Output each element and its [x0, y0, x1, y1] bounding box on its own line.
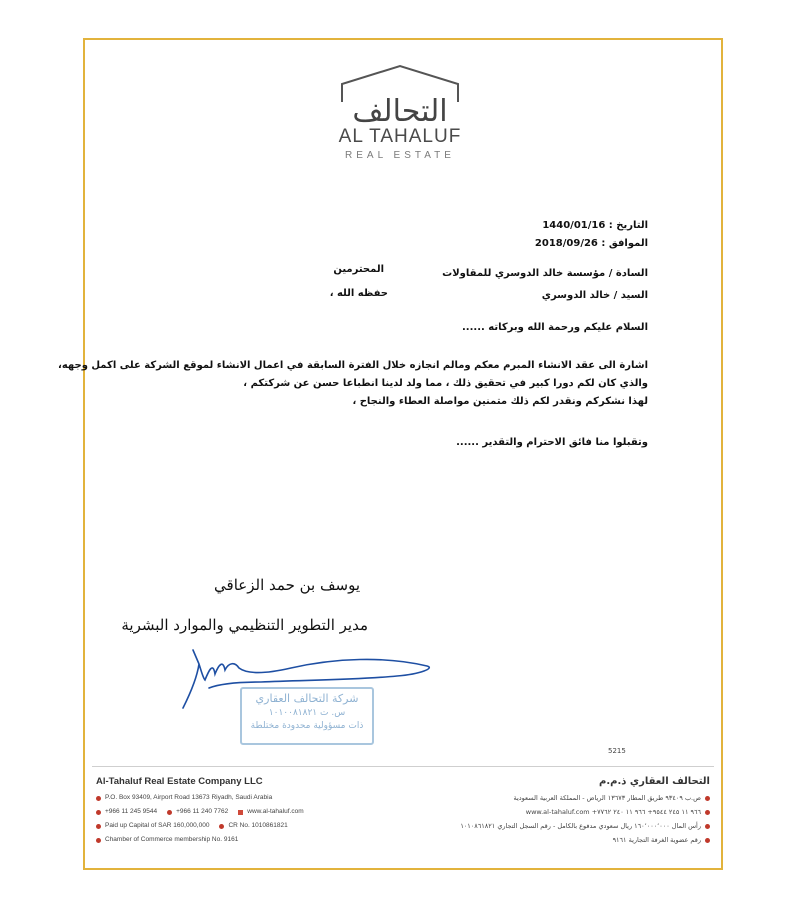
greeting: السلام عليكم ورحمة الله وبركاته ...... [462, 322, 648, 333]
bullet-icon [705, 838, 710, 843]
footer-divider [92, 766, 714, 767]
company-stamp [240, 687, 374, 745]
location-pin-icon [96, 796, 101, 801]
footer-phone: +966 11 245 9544 [105, 808, 158, 815]
footer-capital: Paid up Capital of SAR 160,000,000 [105, 822, 210, 829]
footer-capital-row [96, 819, 396, 833]
footer-address-row-ar [396, 791, 710, 805]
honorific-organization: المحترمين [333, 264, 384, 275]
footer-chamber-ar: رقم عضوية الغرفة التجارية ٩١٦١ [612, 836, 701, 844]
footer-fax: +966 11 240 7762 [176, 808, 229, 815]
logo-english-name: AL TAHALUF [338, 126, 462, 147]
footer-arabic [396, 776, 710, 847]
footer-address-ar: ص.ب ٩٣٤٠٩ طريق المطار ١٣٦٧٣ الرياض - المملكة العربية السعودية [513, 794, 701, 802]
signatory-name: يوسف بن حمد الزعاقي [214, 576, 360, 594]
logo-arabic-name: التحالف [352, 94, 448, 129]
phone-icon [705, 810, 710, 815]
honorific-person: حفظه الله ، [329, 288, 388, 299]
globe-icon [238, 810, 243, 815]
location-pin-icon [705, 796, 710, 801]
footer-chamber-row-ar [396, 833, 710, 847]
recipient-person: السيد / خالد الدوسري [541, 290, 648, 301]
signatory-title: مدير التطوير التنظيمي والموارد البشرية [121, 616, 368, 634]
bullet-icon [96, 838, 101, 843]
stamp-registration: س. ت ١٠١٠٠٨١٨٢١ [268, 708, 346, 718]
footer-capital-row-ar [396, 819, 710, 833]
date-gregorian: الموافق : 2018/09/26 [534, 238, 648, 249]
footer-website[interactable]: www.al-tahaluf.com [247, 808, 304, 815]
logo-tagline: REAL ESTATE [345, 150, 455, 161]
footer-address: P.O. Box 93409, Airport Road 13673 Riyadh, Saudi Arabia [105, 794, 273, 801]
footer-contact-row-ar [396, 805, 710, 819]
phone-icon [96, 810, 101, 815]
date-hijri: التاريخ : 1440/01/16 [542, 220, 648, 231]
footer-address-row [96, 791, 396, 805]
footer-cr-number: CR No. 1010861821 [228, 822, 288, 829]
fax-icon [167, 810, 172, 815]
closing-line: وتقبلوا منا فائق الاحترام والتقدير ...... [456, 437, 648, 448]
stamp-company-type: ذات مسؤولية محدودة مختلطة [250, 721, 364, 731]
footer-contact-row [96, 805, 396, 819]
footer-english [96, 776, 396, 847]
company-logo [330, 64, 470, 164]
footer-company-name-ar: التحالف العقاري ذ.م.م [599, 776, 710, 787]
body-paragraph-line-3: لهذا نشكركم ونقدر لكم ذلك متمنين مواصلة العطاء والنجاح ، [352, 396, 648, 407]
bullet-icon [96, 824, 101, 829]
document-code: 5215 [608, 747, 626, 755]
body-paragraph-line-1: اشارة الى عقد الانشاء المبرم معكم ومالم انجازه خلال الفترة السابقة في اعمال الانشاء لموقع الشركة على اكمل وجهه، [58, 360, 648, 371]
stamp-company-name: شركة التحالف العقاري [255, 692, 359, 705]
recipient-organization: السادة / مؤسسة خالد الدوسري للمقاولات [442, 268, 648, 279]
bullet-icon [705, 824, 710, 829]
footer-capital-ar: رأس المال ١٦٠٬٠٠٠٬٠٠٠ ريال سعودي مدفوع بالكامل - رقم السجل التجاري ١٠١٠٨٦١٨٢١ [460, 822, 701, 830]
footer-chamber-row [96, 833, 396, 847]
footer-chamber: Chamber of Commerce membership No. 9161 [105, 836, 239, 843]
footer-phones-ar: ٩٦٦ ١١ ٢٤٥ ٩٥٤٤+ ٩٦٦ ١١ ٢٤٠ ٧٧٦٢+ www.al-tahaluf.com [525, 808, 701, 816]
footer-company-name-en: Al-Tahaluf Real Estate Company LLC [96, 776, 263, 787]
body-paragraph-line-2: والذي كان لكم دورا كبير في تحقيق ذلك ، مما ولد لدينا انطباعا حسن عن شركتكم ، [243, 378, 648, 389]
bullet-icon [219, 824, 224, 829]
